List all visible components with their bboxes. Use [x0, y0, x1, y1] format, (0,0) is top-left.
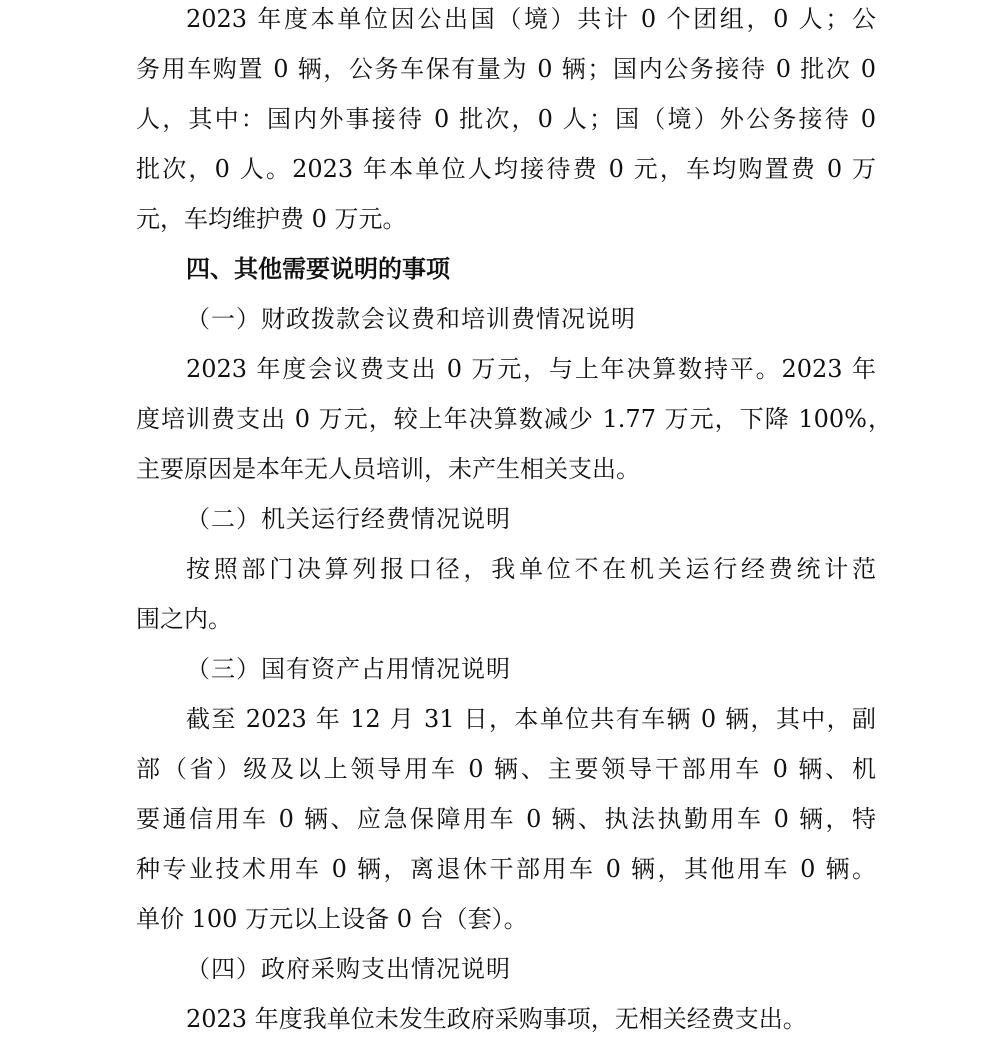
paragraph-line: 种专业技术用车 0 辆，离退休干部用车 0 辆，其他用车 0 辆。: [136, 855, 876, 883]
paragraph-line: 围之内。: [136, 605, 232, 633]
paragraph-line: 务用车购置 0 辆，公务车保有量为 0 辆；国内公务接待 0 批次 0: [136, 55, 876, 83]
paragraph-line: 人，其中：国内外事接待 0 批次，0 人；国（境）外公务接待 0: [136, 105, 876, 133]
paragraph-line: 要通信用车 0 辆、应急保障用车 0 辆、执法执勤用车 0 辆，特: [136, 805, 876, 833]
subsection-heading: （四）政府采购支出情况说明: [186, 955, 511, 983]
subsection-heading: （三）国有资产占用情况说明: [186, 655, 511, 683]
paragraph-line: 按照部门决算列报口径，我单位不在机关运行经费统计范: [186, 555, 876, 583]
paragraph-line: 部（省）级及以上领导用车 0 辆、主要领导干部用车 0 辆、机: [136, 755, 876, 783]
paragraph-line: 2023 年度我单位未发生政府采购事项，无相关经费支出。: [186, 1005, 807, 1033]
paragraph-line: 2023 年度本单位因公出国（境）共计 0 个团组，0 人；公: [186, 5, 876, 33]
paragraph-line: 截至 2023 年 12 月 31 日，本单位共有车辆 0 辆，其中，副: [186, 705, 876, 733]
paragraph-line: 批次，0 人。2023 年本单位人均接待费 0 元，车均购置费 0 万: [136, 155, 876, 183]
paragraph-line: 单价 100 万元以上设备 0 台（套）。: [136, 905, 528, 933]
paragraph-line: 2023 年度会议费支出 0 万元，与上年决算数持平。2023 年: [186, 355, 876, 383]
paragraph-line: 元，车均维护费 0 万元。: [136, 205, 407, 233]
paragraph-line: 主要原因是本年无人员培训，未产生相关支出。: [136, 455, 640, 483]
subsection-heading: （二）机关运行经费情况说明: [186, 505, 511, 533]
paragraph-line: 度培训费支出 0 万元，较上年决算数减少 1.77 万元，下降 100%，: [136, 405, 892, 433]
section-heading: 四、其他需要说明的事项: [186, 255, 450, 283]
subsection-heading: （一）财政拨款会议费和培训费情况说明: [186, 305, 636, 333]
